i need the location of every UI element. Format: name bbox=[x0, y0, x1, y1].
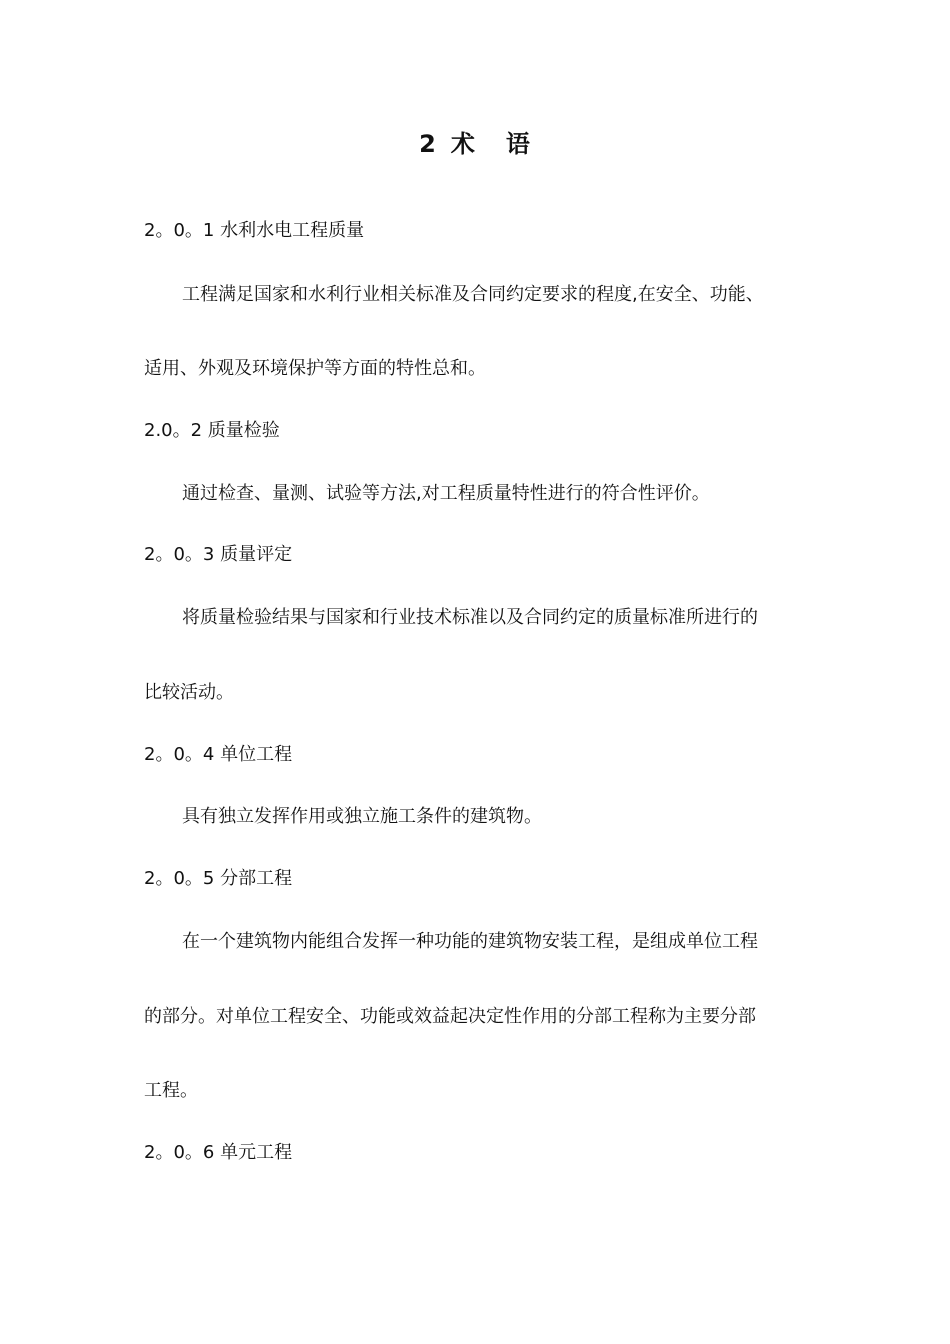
term-heading-2-0-4: 2。0。4 单位工程 bbox=[144, 744, 293, 765]
term-heading-2-0-1: 2。0。1 水利水电工程质量 bbox=[144, 220, 365, 241]
term-definition-line: 的部分。对单位工程安全、功能或效益起决定性作用的分部工程称为主要分部 bbox=[144, 1006, 756, 1027]
term-definition-line: 将质量检验结果与国家和行业技术标准以及合同约定的质量标准所进行的 bbox=[182, 607, 758, 628]
term-heading-2-0-3: 2。0。3 质量评定 bbox=[144, 544, 293, 565]
term-definition-line: 适用、外观及环境保护等方面的特性总和。 bbox=[144, 358, 486, 379]
chapter-title-char-1: 术 bbox=[450, 130, 476, 158]
term-definition-line: 工程。 bbox=[144, 1080, 198, 1101]
term-definition-line: 比较活动。 bbox=[144, 682, 234, 703]
term-heading-2-0-5: 2。0。5 分部工程 bbox=[144, 868, 293, 889]
chapter-number: 2 bbox=[419, 130, 437, 158]
term-definition-line: 通过检查、量测、试验等方法,对工程质量特性进行的符合性评价。 bbox=[182, 483, 710, 504]
term-heading-2-0-2: 2.0。2 质量检验 bbox=[144, 420, 280, 441]
chapter-title bbox=[0, 126, 950, 162]
term-heading-2-0-6: 2。0。6 单元工程 bbox=[144, 1142, 293, 1163]
term-definition-line: 工程满足国家和水利行业相关标准及合同约定要求的程度,在安全、功能、 bbox=[182, 284, 764, 305]
term-definition-line: 具有独立发挥作用或独立施工条件的建筑物。 bbox=[182, 806, 542, 827]
term-definition-line: 在一个建筑物内能组合发挥一种功能的建筑物安装工程，是组成单位工程 bbox=[182, 931, 758, 952]
chapter-title-char-2: 语 bbox=[505, 130, 531, 158]
